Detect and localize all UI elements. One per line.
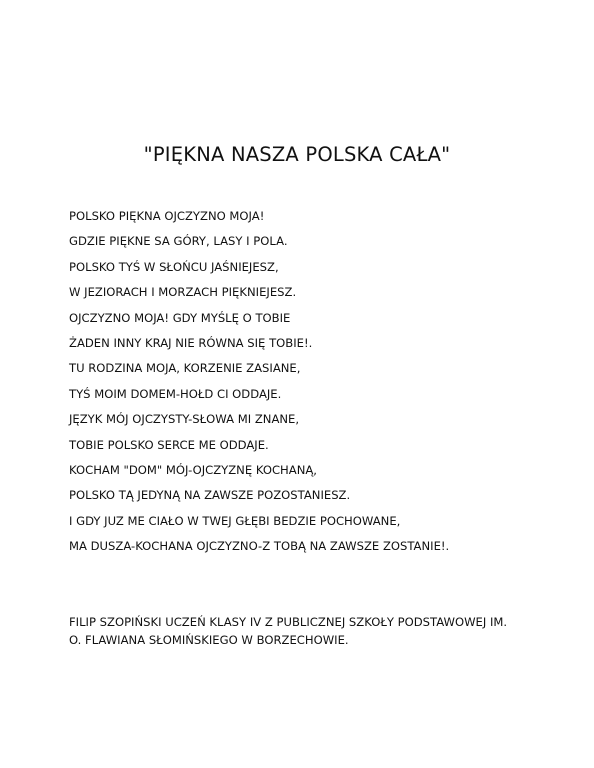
poem-title: "PIĘKNA NASZA POLSKA CAŁA" (143, 143, 451, 166)
poem-line: KOCHAM "DOM" MÓJ-OJCZYZNĘ KOCHANĄ, (69, 462, 317, 477)
poem-line: ŻADEN INNY KRAJ NIE RÓWNA SIĘ TOBIE!. (69, 335, 313, 350)
poem-line: OJCZYZNO MOJA! GDY MYŚLĘ O TOBIE (69, 310, 291, 325)
poem-line: TYŚ MOIM DOMEM-HOŁD CI ODDAJE. (69, 386, 282, 401)
poem-line: GDZIE PIĘKNE SA GÓRY, LASY I POLA. (69, 234, 288, 249)
poem-line: MA DUSZA-KOCHANA OJCZYZNO-Z TOBĄ NA ZAWSZE ZOSTANIE!. (69, 539, 450, 554)
poem-line: I GDY JUZ ME CIAŁO W TWEJ GŁĘBI BEDZIE POCHOWANE, (69, 513, 401, 528)
signature-line: FILIP SZOPIŃSKI UCZEŃ KLASY IV Z PUBLICZNEJ SZKOŁY PODSTAWOWEJ IM. (69, 615, 508, 629)
poem-line: JĘZYK MÓJ OJCZYSTY-SŁOWA MI ZNANE, (69, 412, 300, 427)
author-signature (69, 613, 507, 649)
poem-line: W JEZIORACH I MORZACH PIĘKNIEJESZ. (69, 285, 297, 300)
poem-line: POLSKO PIĘKNA OJCZYZNO MOJA! (69, 209, 265, 223)
signature-line: O. FLAWIANA SŁOMIŃSKIEGO W BORZECHOWIE. (69, 633, 349, 647)
poem-line: POLSKO TĄ JEDYNĄ NA ZAWSZE POZOSTANIESZ. (69, 488, 351, 503)
poem-line: POLSKO TYŚ W SŁOŃCU JAŚNIEJESZ, (69, 259, 279, 274)
poem-line: TU RODZINA MOJA, KORZENIE ZASIANE, (69, 361, 301, 376)
poem-body (69, 206, 449, 561)
poem-line: TOBIE POLSKO SERCE ME ODDAJE. (69, 437, 269, 452)
